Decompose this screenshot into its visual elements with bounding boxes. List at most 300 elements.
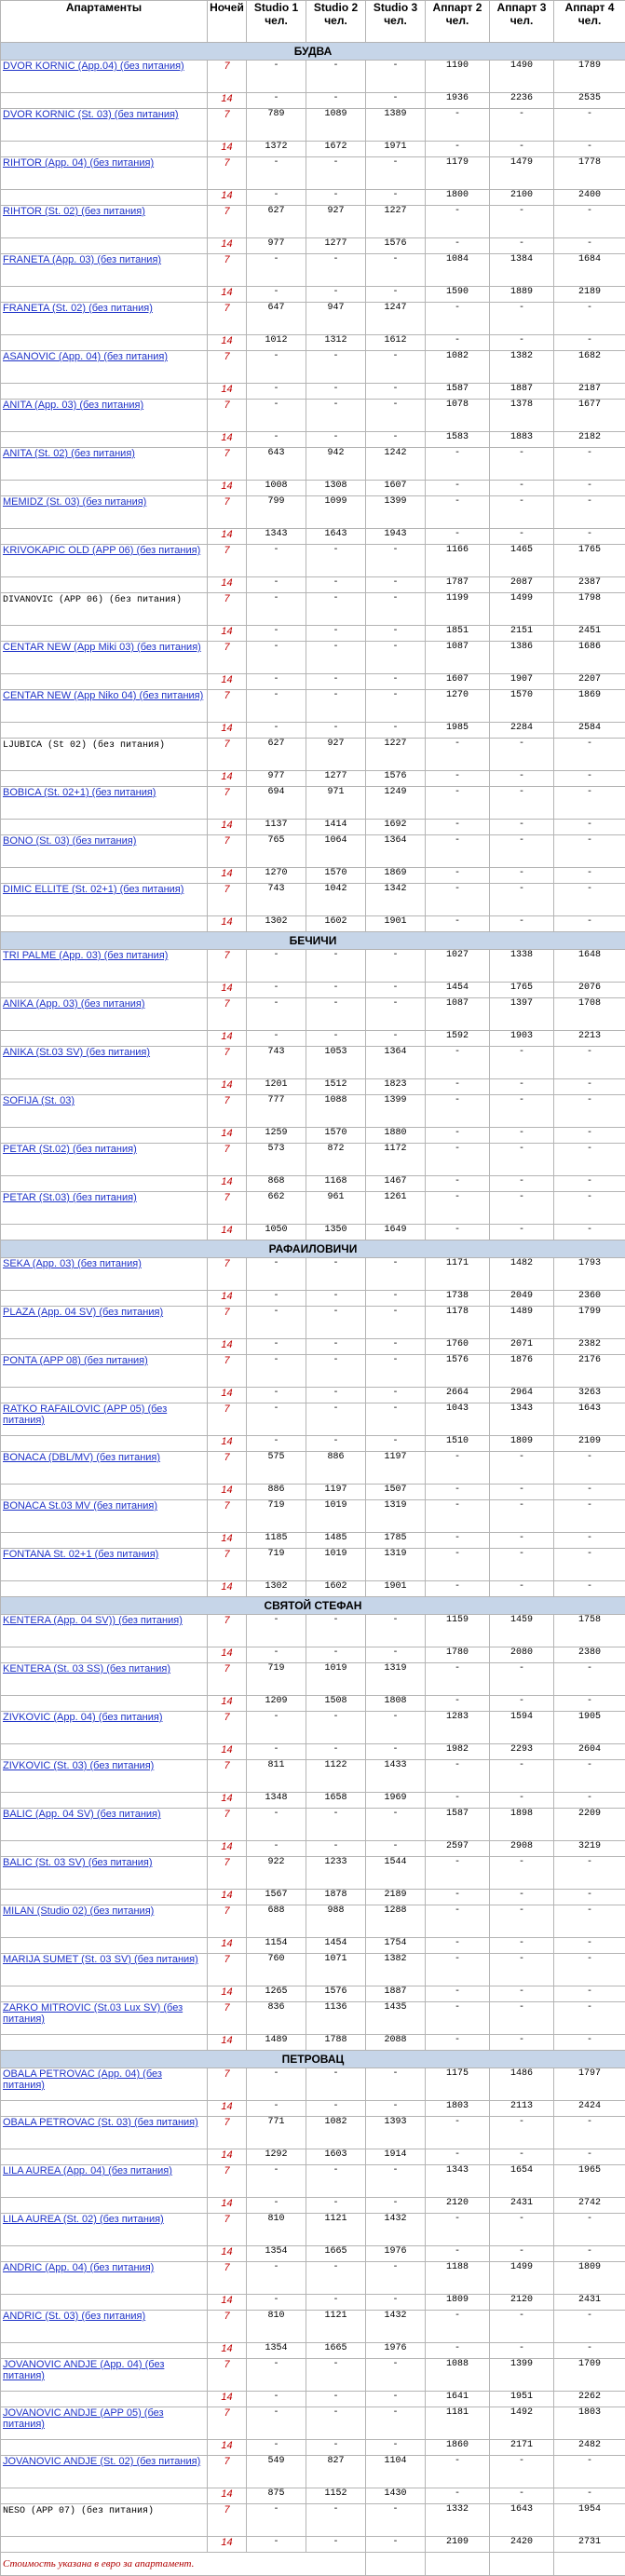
nights-cell: 14	[208, 1128, 247, 1144]
nights-cell: 14	[208, 2198, 247, 2214]
apartment-link[interactable]: SEKA (App. 03) (без питания)	[3, 1258, 142, 1269]
apartment-link[interactable]: SOFIJA (St. 03)	[3, 1095, 75, 1106]
table-row	[1, 2295, 625, 2311]
table-row	[1, 1663, 625, 1696]
price-cell: 1576	[306, 1986, 366, 2002]
price-cell: -	[247, 1841, 306, 1857]
price-cell: 1382	[366, 1954, 426, 1986]
price-cell: -	[426, 1696, 490, 1712]
nights-cell: 14	[208, 2392, 247, 2407]
price-cell: -	[247, 157, 306, 190]
table-row	[1, 2149, 625, 2165]
price-cell: 1008	[247, 481, 306, 496]
apartment-name-cell	[1, 1500, 208, 1533]
apartment-link[interactable]: ZARKO MITROVIC (St.03 Lux SV) (без питания)	[3, 2002, 183, 2025]
table-row	[1, 2488, 625, 2504]
table-row	[1, 1744, 625, 1760]
price-cell: -	[247, 2392, 306, 2407]
price-cell: -	[306, 1339, 366, 1355]
table-row	[1, 2456, 625, 2488]
price-cell: 2584	[554, 723, 625, 739]
apartment-name-cell	[1, 1615, 208, 1647]
apartment-link[interactable]: RIHTOR (App. 04) (без питания)	[3, 157, 154, 169]
apartment-name-cell	[1, 820, 208, 835]
price-cell: 1089	[306, 109, 366, 142]
price-cell: 1876	[490, 1355, 554, 1388]
price-cell: -	[490, 206, 554, 238]
price-cell: -	[366, 1307, 426, 1339]
price-cell: -	[426, 1890, 490, 1905]
price-cell: -	[306, 674, 366, 690]
price-cell: 1682	[554, 351, 625, 384]
nights-cell: 7	[208, 739, 247, 771]
price-cell: 1454	[426, 983, 490, 998]
price-cell: -	[247, 1388, 306, 1403]
apartment-link[interactable]: FONTANA St. 02+1 (без питания)	[3, 1549, 158, 1560]
price-cell: -	[366, 1647, 426, 1663]
price-cell: -	[426, 1581, 490, 1597]
table-row	[1, 835, 625, 868]
column-header: Аппарт 4 чел.	[554, 1, 625, 43]
nights-cell: 7	[208, 2117, 247, 2149]
table-row	[1, 1436, 625, 1452]
apartment-name-cell	[1, 916, 208, 932]
price-cell: -	[490, 1192, 554, 1225]
price-cell: 1082	[426, 351, 490, 384]
price-cell: -	[554, 1144, 625, 1176]
price-cell: 1389	[366, 109, 426, 142]
apartment-link[interactable]: BOBICA (St. 02+1) (без питания)	[3, 787, 156, 798]
price-cell: 3219	[554, 1841, 625, 1857]
price-cell: 1342	[366, 884, 426, 916]
price-cell: -	[306, 287, 366, 303]
price-cell: -	[490, 2002, 554, 2035]
price-cell: 2908	[490, 1841, 554, 1857]
price-cell: 1312	[306, 335, 366, 351]
price-cell: -	[490, 820, 554, 835]
table-row	[1, 2068, 625, 2101]
table-row	[1, 2035, 625, 2051]
price-cell: -	[306, 2198, 366, 2214]
price-cell: 1088	[306, 1095, 366, 1128]
apartment-name-cell	[1, 2149, 208, 2165]
price-cell: 922	[247, 1857, 306, 1890]
price-cell: -	[426, 1760, 490, 1793]
price-cell: 2207	[554, 674, 625, 690]
price-cell: -	[306, 1744, 366, 1760]
price-cell: 1499	[490, 593, 554, 626]
apartment-link[interactable]: CENTAR NEW (App Miki 03) (без питания)	[3, 642, 201, 653]
price-cell: -	[490, 771, 554, 787]
price-cell: 1386	[490, 642, 554, 674]
price-cell: 2382	[554, 1339, 625, 1355]
apartment-link[interactable]: RIHTOR (St. 02) (без питания)	[3, 206, 145, 217]
price-cell: 810	[247, 2214, 306, 2246]
apartment-link[interactable]: ASANOVIC (App. 04) (без питания)	[3, 351, 168, 362]
apartment-name-cell	[1, 481, 208, 496]
price-cell: 2420	[490, 2537, 554, 2553]
price-cell: 1399	[366, 496, 426, 529]
price-cell: -	[306, 1258, 366, 1291]
price-cell: -	[426, 884, 490, 916]
price-cell: -	[306, 400, 366, 432]
price-cell: 2400	[554, 190, 625, 206]
price-cell: -	[366, 1403, 426, 1436]
price-cell: 1354	[247, 2246, 306, 2262]
price-cell: -	[426, 2343, 490, 2359]
price-cell: -	[490, 1500, 554, 1533]
price-cell: 1567	[247, 1890, 306, 1905]
price-cell: -	[247, 642, 306, 674]
apartment-link[interactable]: KRIVOKAPIC OLD (APP 06) (без питания)	[3, 545, 200, 556]
price-cell: 1903	[490, 1031, 554, 1047]
apartment-link[interactable]: PONTA (APP 08) (без питания)	[3, 1355, 148, 1366]
price-cell: 627	[247, 206, 306, 238]
price-cell: 1758	[554, 1615, 625, 1647]
apartment-link[interactable]: RATKO RAFAILOVIC (APP 05) (без питания)	[3, 1403, 167, 1426]
apartment-name-cell	[1, 157, 208, 190]
price-cell: 1171	[426, 1258, 490, 1291]
apartment-name-cell	[1, 1485, 208, 1500]
price-cell: -	[426, 2117, 490, 2149]
apartment-link[interactable]: DIMIC ELLITE (St. 02+1) (без питания)	[3, 884, 183, 895]
apartment-link[interactable]: JOVANOVIC ANDJE (App. 04) (без питания)	[3, 2359, 164, 2381]
price-cell: 1672	[306, 142, 366, 157]
apartment-name-cell	[1, 1339, 208, 1355]
price-cell: -	[426, 787, 490, 820]
price-cell: 1851	[426, 626, 490, 642]
apartment-name-cell	[1, 1176, 208, 1192]
apartment-link[interactable]: OBALA PETROVAC (St. 03) (без питания)	[3, 2117, 198, 2128]
apartment-link[interactable]: BALIC (App. 04 SV) (без питания)	[3, 1809, 161, 1820]
price-cell: 2262	[554, 2392, 625, 2407]
price-cell: 1288	[366, 1905, 426, 1938]
apartment-name-cell	[1, 998, 208, 1031]
price-cell: -	[554, 2311, 625, 2343]
apartment-name-cell	[1, 1857, 208, 1890]
apartment-link[interactable]: JOVANOVIC ANDJE (St. 02) (без питания)	[3, 2456, 200, 2467]
price-cell: -	[247, 2504, 306, 2537]
price-cell: -	[306, 1809, 366, 1841]
table-row	[1, 787, 625, 820]
nights-cell: 7	[208, 1905, 247, 1938]
price-cell: -	[490, 835, 554, 868]
price-cell: 942	[306, 448, 366, 481]
nights-cell: 7	[208, 1355, 247, 1388]
table-row	[1, 1905, 625, 1938]
apartment-link[interactable]: FRANETA (St. 02) (без питания)	[3, 303, 153, 314]
apartment-name-cell	[1, 2456, 208, 2488]
price-cell: -	[306, 950, 366, 983]
price-cell: 1803	[426, 2101, 490, 2117]
price-cell: -	[366, 1291, 426, 1307]
apartment-link[interactable]: PETAR (St.03) (без питания)	[3, 1192, 137, 1203]
table-row	[1, 1647, 625, 1663]
price-cell: -	[554, 1663, 625, 1696]
price-cell: -	[306, 577, 366, 593]
price-cell: -	[426, 835, 490, 868]
table-row	[1, 1291, 625, 1307]
price-cell: 1798	[554, 593, 625, 626]
table-row	[1, 1986, 625, 2002]
apartment-link[interactable]: ANDRIC (St. 03) (без питания)	[3, 2311, 145, 2322]
price-cell: 1319	[366, 1500, 426, 1533]
nights-cell: 14	[208, 626, 247, 642]
nights-cell: 7	[208, 1549, 247, 1581]
table-row	[1, 2117, 625, 2149]
apartment-name-cell	[1, 1128, 208, 1144]
price-cell: -	[554, 1905, 625, 1938]
apartment-name-cell	[1, 206, 208, 238]
price-cell: 1454	[306, 1938, 366, 1954]
nights-cell: 14	[208, 723, 247, 739]
apartment-name-cell	[1, 287, 208, 303]
price-cell: 1043	[426, 1403, 490, 1436]
price-cell: -	[554, 771, 625, 787]
price-cell: 872	[306, 1144, 366, 1176]
table-row	[1, 868, 625, 884]
price-cell: 2071	[490, 1339, 554, 1355]
price-cell: -	[366, 2101, 426, 2117]
price-cell: 1665	[306, 2343, 366, 2359]
price-cell: 1898	[490, 1809, 554, 1841]
apartment-name-cell	[1, 448, 208, 481]
price-cell: -	[490, 2488, 554, 2504]
apartment-link[interactable]: CENTAR NEW (App Niko 04) (без питания)	[3, 690, 203, 701]
apartment-link[interactable]: ZIVKOVIC (App. 04) (без питания)	[3, 1712, 163, 1723]
price-cell: -	[490, 1890, 554, 1905]
price-cell: 1692	[366, 820, 426, 835]
price-cell: -	[490, 1581, 554, 1597]
price-cell: 1985	[426, 723, 490, 739]
price-cell: -	[426, 1533, 490, 1549]
price-cell: 1343	[490, 1403, 554, 1436]
price-cell: -	[554, 496, 625, 529]
price-cell: 2597	[426, 1841, 490, 1857]
price-cell: -	[490, 1986, 554, 2002]
nights-cell: 7	[208, 206, 247, 238]
price-cell: 1592	[426, 1031, 490, 1047]
price-cell: 1414	[306, 820, 366, 835]
price-cell: -	[490, 1663, 554, 1696]
price-cell: 573	[247, 1144, 306, 1176]
price-cell: -	[366, 1388, 426, 1403]
apartment-link[interactable]: ANIKA (St.03 SV) (без питания)	[3, 1047, 150, 1058]
price-cell: -	[247, 2537, 306, 2553]
price-cell: 2431	[490, 2198, 554, 2214]
nights-cell: 14	[208, 1841, 247, 1857]
apartment-link[interactable]: BALIC (St. 03 SV) (без питания)	[3, 1857, 153, 1868]
price-cell: -	[247, 190, 306, 206]
price-cell: 1677	[554, 400, 625, 432]
price-cell: 1797	[554, 2068, 625, 2101]
price-cell: -	[247, 950, 306, 983]
price-cell: 1800	[426, 190, 490, 206]
price-cell: -	[306, 998, 366, 1031]
price-cell: -	[554, 1452, 625, 1485]
apartment-link[interactable]: FRANETA (App. 03) (без питания)	[3, 254, 161, 265]
price-cell: 1765	[554, 545, 625, 577]
price-cell: -	[426, 2214, 490, 2246]
price-cell: 1099	[306, 496, 366, 529]
price-cell: 1433	[366, 1760, 426, 1793]
column-header: Studio 1 чел.	[247, 1, 306, 43]
apartment-link[interactable]: TRI PALME (App. 03) (без питания)	[3, 950, 168, 961]
price-cell: 1432	[366, 2214, 426, 2246]
apartment-link[interactable]: OBALA PETROVAC (App. 04) (без питания)	[3, 2068, 162, 2091]
apartment-link[interactable]: KENTERA (App. 04 SV)) (без питания)	[3, 1615, 183, 1626]
nights-cell: 7	[208, 2311, 247, 2343]
price-cell: -	[426, 1144, 490, 1176]
apartment-link[interactable]: PETAR (St.02) (без питания)	[3, 1144, 137, 1155]
nights-cell: 7	[208, 303, 247, 335]
price-cell: -	[247, 577, 306, 593]
nights-cell: 14	[208, 2149, 247, 2165]
price-cell: 2964	[490, 1388, 554, 1403]
apartment-link[interactable]: DVOR KORNIC (App.04) (без питания)	[3, 61, 184, 72]
apartment-name-cell	[1, 868, 208, 884]
price-cell: -	[306, 1647, 366, 1663]
apartment-link[interactable]: PLAZA (App. 04 SV) (без питания)	[3, 1307, 163, 1318]
price-cell: 2176	[554, 1355, 625, 1388]
price-cell: 643	[247, 448, 306, 481]
column-header: Ночей	[208, 1, 247, 43]
table-row	[1, 384, 625, 400]
price-cell: 1185	[247, 1533, 306, 1549]
apartment-link[interactable]: ANIKA (App. 03) (без питания)	[3, 998, 145, 1010]
apartment-name-cell	[1, 690, 208, 723]
table-row	[1, 2343, 625, 2359]
apartment-link[interactable]: KENTERA (St. 03 SS) (без питания)	[3, 1663, 170, 1674]
price-cell: 1319	[366, 1663, 426, 1696]
price-cell: 1576	[426, 1355, 490, 1388]
price-cell: 1270	[247, 868, 306, 884]
price-cell: 1019	[306, 1549, 366, 1581]
apartment-link[interactable]: ANDRIC (App. 04) (без питания)	[3, 2262, 154, 2273]
price-cell: -	[366, 384, 426, 400]
price-cell: -	[247, 2068, 306, 2101]
price-cell: -	[426, 496, 490, 529]
table-row	[1, 593, 625, 626]
price-cell: 1332	[426, 2504, 490, 2537]
price-cell: -	[306, 690, 366, 723]
apartment-link[interactable]: BONO (St. 03) (без питания)	[3, 835, 136, 847]
apartment-link[interactable]: LILA AUREA (St. 02) (без питания)	[3, 2214, 164, 2225]
price-cell: 1492	[490, 2407, 554, 2440]
nights-cell: 7	[208, 496, 247, 529]
apartment-link[interactable]: MARIJA SUMET (St. 03 SV) (без питания)	[3, 1954, 198, 1965]
price-cell: 1887	[366, 1986, 426, 2002]
price-cell: -	[247, 2440, 306, 2456]
price-cell: -	[426, 1500, 490, 1533]
price-cell: -	[554, 820, 625, 835]
price-cell: 1889	[490, 287, 554, 303]
apartment-name-cell	[1, 61, 208, 93]
empty-cell	[366, 2553, 426, 2576]
price-cell: -	[426, 1079, 490, 1095]
apartment-link[interactable]: JOVANOVIC ANDJE (APP 05) (без питания)	[3, 2407, 164, 2430]
price-cell: -	[426, 1905, 490, 1938]
region-title: РАФАИЛОВИЧИ	[1, 1241, 625, 1258]
price-cell: 688	[247, 1905, 306, 1938]
nights-cell: 7	[208, 2068, 247, 2101]
price-cell: 836	[247, 2002, 306, 2035]
price-cell: -	[366, 674, 426, 690]
nights-cell: 14	[208, 1176, 247, 1192]
price-cell: -	[554, 529, 625, 545]
price-cell: -	[490, 303, 554, 335]
apartment-link[interactable]: ANITA (St. 02) (без питания)	[3, 448, 135, 459]
price-cell: -	[306, 2262, 366, 2295]
price-cell: 2535	[554, 93, 625, 109]
nights-cell: 14	[208, 1436, 247, 1452]
empty-cell	[490, 2553, 554, 2576]
apartment-name: NESO (APP 07) (без питания)	[3, 2506, 154, 2516]
apartment-name-cell	[1, 1225, 208, 1241]
apartment-name-cell	[1, 1760, 208, 1793]
price-cell: -	[490, 1079, 554, 1095]
table-row	[1, 1841, 625, 1857]
nights-cell: 7	[208, 1760, 247, 1793]
table-row	[1, 303, 625, 335]
price-cell: 1343	[247, 529, 306, 545]
price-cell: -	[554, 1047, 625, 1079]
nights-cell: 14	[208, 2537, 247, 2553]
nights-cell: 7	[208, 61, 247, 93]
apartment-link[interactable]: DVOR KORNIC (St. 03) (без питания)	[3, 109, 179, 120]
empty-cell	[426, 2553, 490, 2576]
apartment-link[interactable]: MILAN (Studio 02) (без питания)	[3, 1905, 154, 1917]
apartment-name-cell	[1, 1793, 208, 1809]
price-cell: -	[426, 335, 490, 351]
price-cell: -	[554, 1696, 625, 1712]
price-cell: -	[247, 1291, 306, 1307]
price-cell: 1050	[247, 1225, 306, 1241]
price-cell: -	[554, 142, 625, 157]
apartment-link[interactable]: MEMIDZ (St. 03) (без питания)	[3, 496, 146, 508]
price-cell: 743	[247, 884, 306, 916]
apartment-link[interactable]: BONACA (DBL/MV) (без питания)	[3, 1452, 160, 1463]
apartment-link[interactable]: ZIVKOVIC (St. 03) (без питания)	[3, 1760, 154, 1771]
apartment-name-cell	[1, 1647, 208, 1663]
price-cell: 1372	[247, 142, 306, 157]
price-cell: 743	[247, 1047, 306, 1079]
price-cell: -	[426, 109, 490, 142]
price-cell: 1965	[554, 2165, 625, 2198]
price-cell: -	[554, 2488, 625, 2504]
table-row	[1, 1485, 625, 1500]
apartment-link[interactable]: LILA AUREA (App. 04) (без питания)	[3, 2165, 172, 2176]
nights-cell: 14	[208, 983, 247, 998]
price-cell: 1587	[426, 384, 490, 400]
apartment-name-cell	[1, 400, 208, 432]
price-cell: 1880	[366, 1128, 426, 1144]
price-cell: 1088	[426, 2359, 490, 2392]
price-cell: -	[490, 481, 554, 496]
price-cell: 1019	[306, 1663, 366, 1696]
price-cell: -	[247, 384, 306, 400]
price-cell: -	[490, 868, 554, 884]
price-cell: 1878	[306, 1890, 366, 1905]
price-cell: 1265	[247, 1986, 306, 2002]
price-cell: -	[247, 674, 306, 690]
apartment-link[interactable]: BONACA St.03 MV (без питания)	[3, 1500, 157, 1512]
table-row	[1, 2165, 625, 2198]
table-row	[1, 626, 625, 642]
apartment-link[interactable]: ANITA (App. 03) (без питания)	[3, 400, 143, 411]
price-cell: -	[366, 2407, 426, 2440]
price-cell: 1348	[247, 1793, 306, 1809]
